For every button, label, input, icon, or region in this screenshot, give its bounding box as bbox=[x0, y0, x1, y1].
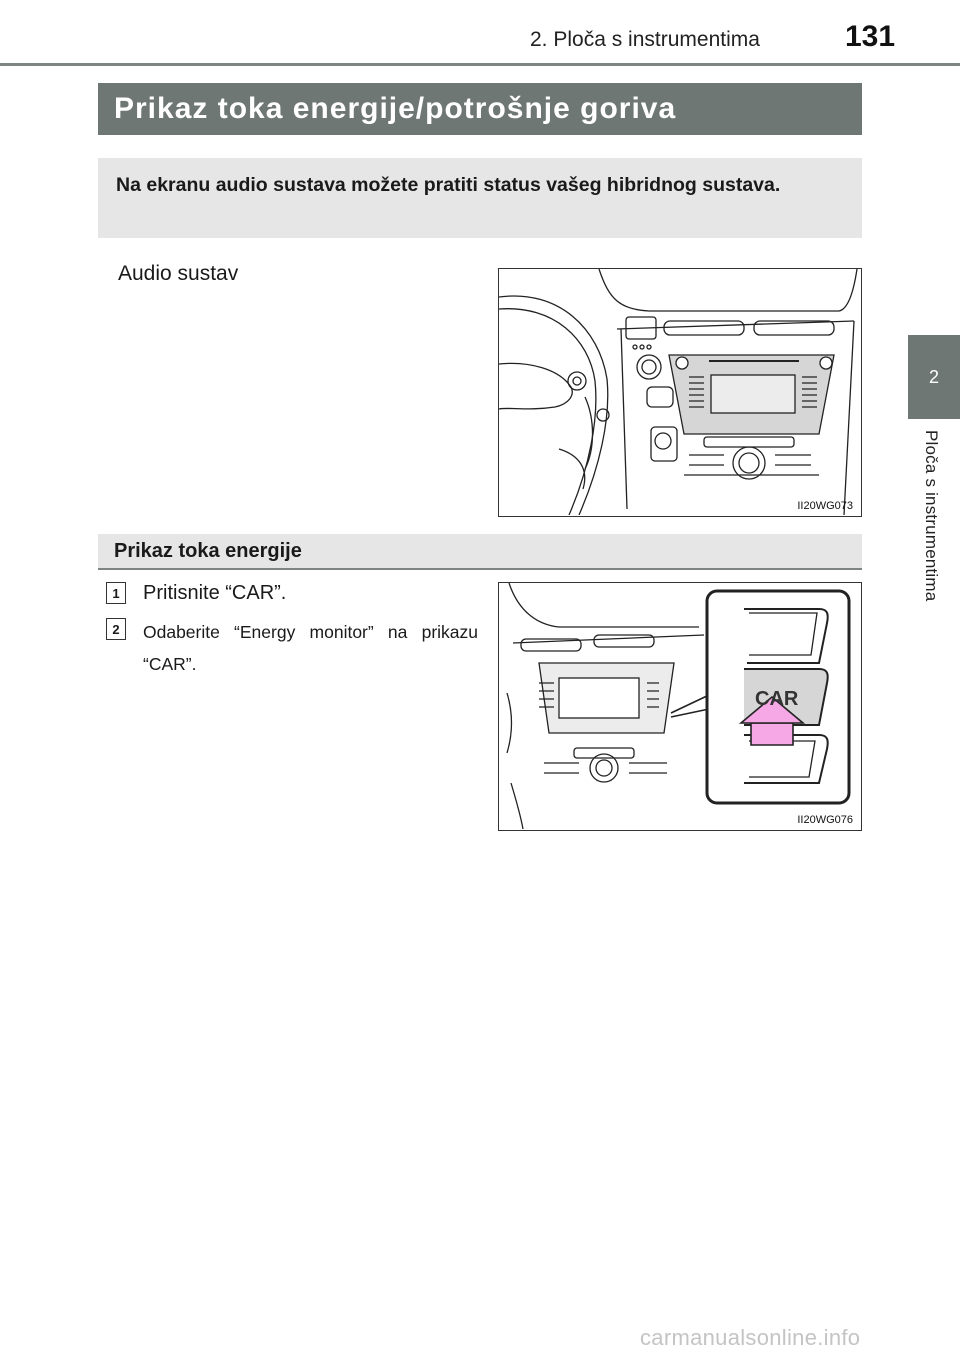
watermark: carmanualsonline.info bbox=[640, 1325, 861, 1350]
step-1-number: 1 bbox=[106, 582, 126, 604]
subheading-title: Prikaz toka energije bbox=[114, 539, 302, 562]
intro-box bbox=[98, 158, 862, 238]
audio-system-label: Audio sustav bbox=[118, 262, 239, 285]
intro-text: Na ekranu audio sustava možete pratiti status vašeg hibridnog sustava. bbox=[116, 174, 781, 196]
figure-2-code: II20WG076 bbox=[797, 814, 853, 826]
chapter-tab-label: Ploča s instrumentima bbox=[922, 430, 941, 602]
chapter-tab-number: 2 bbox=[928, 366, 939, 387]
dashboard-drawing bbox=[499, 269, 860, 515]
header-divider bbox=[0, 63, 960, 66]
car-button-label: CAR bbox=[755, 688, 799, 710]
step-2-text: Odaberite “Energy monitor” na prikazu “CAR”. bbox=[143, 622, 478, 674]
step-1-text: Pritisnite “CAR”. bbox=[143, 582, 287, 604]
subheading-bar bbox=[98, 534, 862, 570]
chapter-tab-label-wrap bbox=[905, 430, 957, 650]
car-button-illustration bbox=[498, 582, 862, 831]
header-section-title: 2. Ploča s instrumentima bbox=[530, 28, 760, 51]
page-number: 131 bbox=[845, 20, 896, 53]
dashboard-illustration bbox=[498, 268, 862, 517]
section-title: Prikaz toka energije/potrošnje goriva bbox=[114, 92, 677, 125]
section-title-bar bbox=[98, 83, 862, 135]
figure-1-code: II20WG073 bbox=[797, 500, 853, 512]
chapter-tab bbox=[908, 335, 960, 419]
car-button-drawing bbox=[499, 583, 860, 829]
step-2-number: 2 bbox=[106, 618, 126, 640]
